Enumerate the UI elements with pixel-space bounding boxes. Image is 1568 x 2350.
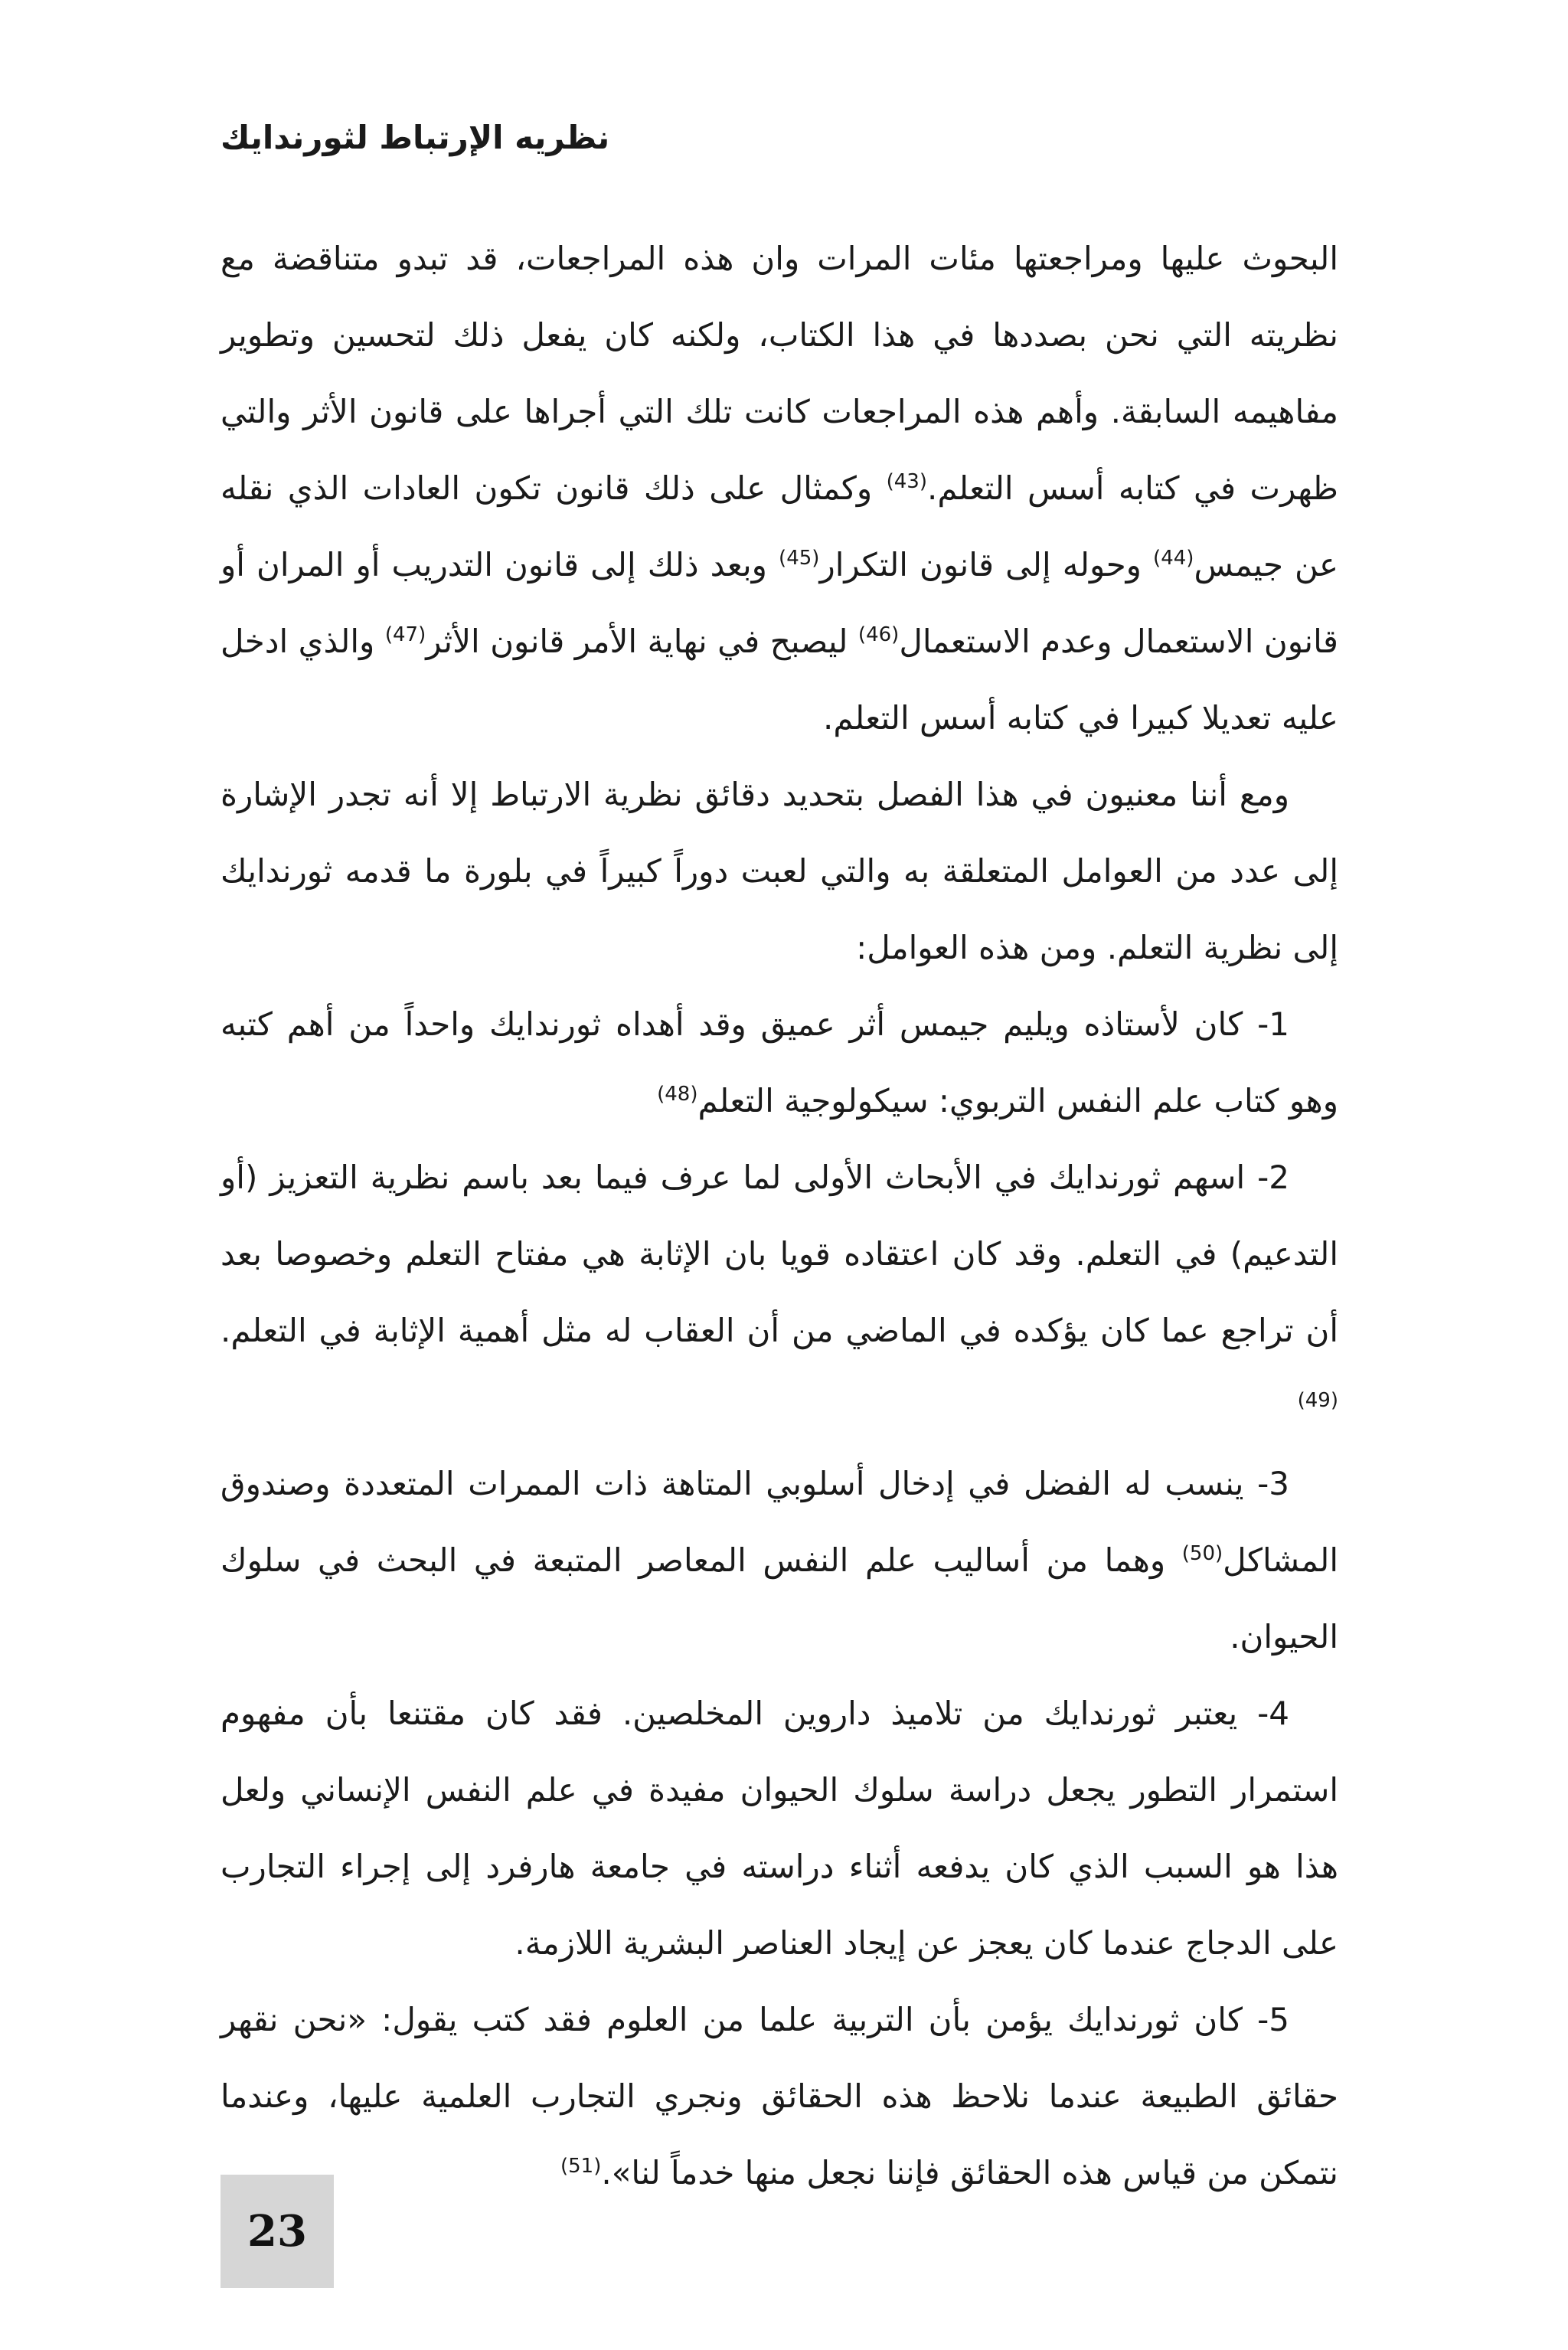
footnote-ref: (44) — [1153, 547, 1194, 570]
paragraph-p5 — [220, 1446, 1338, 1675]
text-run: وحوله إلى قانون التكرار — [819, 546, 1154, 583]
text-run: 2- اسهم ثورندايك في الأبحاث الأولى لما عرف فيما بعد باسم نظرية التعزيز (أو التدعيم) في التعلم. وقد كان اعتقاده قويا بان الإثابة هي مفتاح التعلم وخصوصا بعد أن تراجع عما كان يؤكده في الماضي من أن العقاب له مثل أهمية الإثابة في التعلم. — [220, 1159, 1338, 1349]
footnote-ref: (49) — [1297, 1389, 1338, 1412]
text-run: والذي ادخل عليه تعديلا كبيرا في كتابه أسس التعلم. — [220, 623, 1338, 737]
page-number: 23 — [247, 2206, 307, 2257]
footnote-ref: (50) — [1181, 1542, 1223, 1565]
footnote-ref: (45) — [779, 547, 820, 570]
paragraph-p7 — [220, 1982, 1338, 2211]
text-run: وهما من أساليب علم النفس المعاصر المتبعة في البحث في سلوك الحيوان. — [220, 1541, 1338, 1655]
text-run: وكمثال على ذلك قانون تكون العادات الذي نقله عن جيمس — [220, 469, 1339, 583]
body-text — [220, 221, 1338, 2211]
text-run: ومع أننا معنيون في هذا الفصل بتحديد دقائق نظرية الارتباط إلا أنه تجدر الإشارة إلى عدد من العوامل المتعلقة به والتي لعبت دوراً كبيراً في بلورة ما قدمه ثورندايك إلى نظرية التعلم. ومن هذه العوامل: — [220, 776, 1338, 966]
footnote-ref: (47) — [384, 623, 426, 646]
text-run: 3- ينسب له الفضل في إدخال أسلوبي المتاهة ذات الممرات المتعددة وصندوق المشاكل — [220, 1465, 1338, 1579]
text-run: البحوث عليها ومراجعتها مئات المرات وان هذه المراجعات، قد تبدو متناقضة مع نظريته التي نحن بصددها في هذا الكتاب، ولكنه كان يفعل ذلك لتحسين وتطوير مفاهيمه السابقة. وأهم هذه المراجعات كانت تلك التي أجراها على قانون الأثر والتي ظهرت في كتابه أسس التعلم. — [220, 240, 1338, 507]
text-run: وبعد ذلك إلى قانون التدريب أو المران أو قانون الاستعمال وعدم الاستعمال — [220, 546, 1338, 660]
footnote-ref: (51) — [560, 2155, 602, 2178]
page-number-box — [220, 2175, 334, 2288]
text-run: 4- يعتبر ثورندايك من تلاميذ داروين المخلصين. فقد كان مقتنعا بأن مفهوم استمرار التطور يجعل دراسة سلوك الحيوان مفيدة في علم النفس الإنساني ولعل هذا هو السبب الذي كان يدفعه أثناء دراسته في جامعة هارفرد إلى إجراء التجارب على الدجاج عندما كان يعجز عن إيجاد العناصر البشرية اللازمة. — [220, 1695, 1338, 1962]
chapter-title: نظريه الإرتباط لثورندايك — [220, 119, 610, 156]
footnote-ref: (46) — [858, 623, 900, 646]
paragraph-p4 — [220, 1139, 1338, 1446]
paragraph-p6 — [220, 1675, 1338, 1982]
footnote-ref: (43) — [886, 470, 927, 493]
text-run: ليصبح في نهاية الأمر قانون الأثر — [426, 623, 858, 660]
paragraph-p1 — [220, 221, 1338, 757]
paragraph-p3 — [220, 986, 1338, 1139]
footnote-ref: (48) — [657, 1083, 698, 1106]
text-run: 5- كان ثورندايك يؤمن بأن التربية علما من العلوم فقد كتب يقول: «نحن نقهر حقائق الطبيعة عندما نلاحظ هذه الحقائق ونجري التجارب العلمية عليها، وعندما نتمكن من قياس هذه الحقائق فإننا نجعل منها خدماً لنا». — [220, 2001, 1338, 2191]
paragraph-p2 — [220, 757, 1338, 986]
text-run: 1- كان لأستاذه ويليم جيمس أثر عميق وقد أهداه ثورندايك واحداً من أهم كتبه وهو كتاب علم النفس التربوي: سيكولوجية التعلم — [220, 1005, 1338, 1119]
